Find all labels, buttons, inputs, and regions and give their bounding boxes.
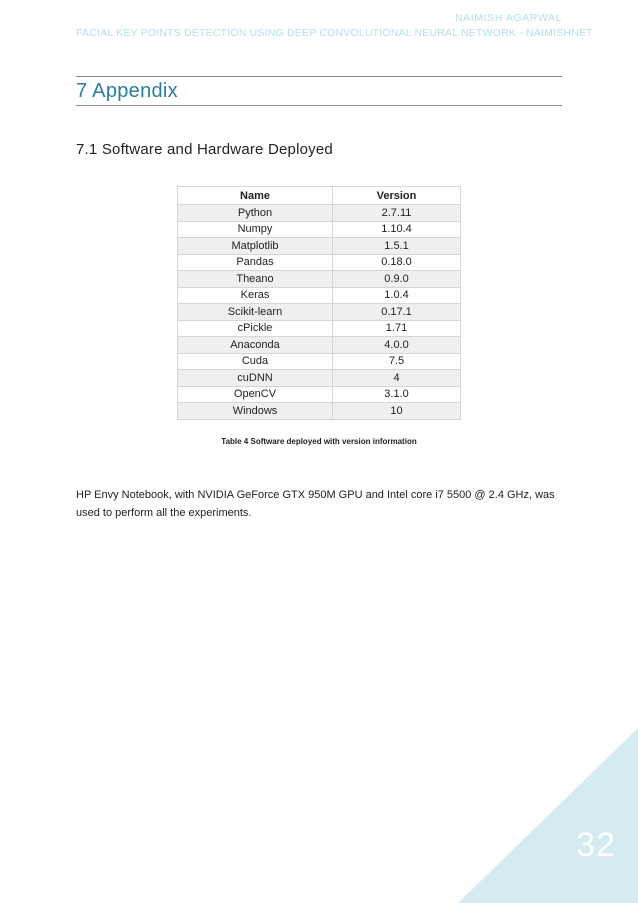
software-version-cell: 1.0.4 [333, 287, 461, 304]
table-row [178, 403, 461, 420]
software-version-cell: 1.10.4 [333, 221, 461, 238]
corner-decoration [458, 728, 638, 903]
table-header-row [178, 187, 461, 205]
column-header-version: Version [333, 187, 461, 205]
software-version-cell: 2.7.11 [333, 205, 461, 222]
software-version-cell: 0.17.1 [333, 304, 461, 321]
software-name-cell: Anaconda [178, 337, 333, 354]
software-version-cell: 4.0.0 [333, 337, 461, 354]
software-version-cell: 3.1.0 [333, 386, 461, 403]
section-rule-bottom [76, 105, 562, 106]
section-rule-top [76, 76, 562, 77]
hardware-paragraph: HP Envy Notebook, with NVIDIA GeForce GTX 950M GPU and Intel core i7 5500 @ 2.4 GHz, was used to perform all the experiments. [76, 489, 555, 519]
table-row [178, 271, 461, 288]
table-row [178, 238, 461, 255]
software-version-cell: 7.5 [333, 353, 461, 370]
table-row [178, 386, 461, 403]
subsection-heading: 7.1 Software and Hardware Deployed [76, 141, 333, 158]
running-header-title: FACIAL KEY POINTS DETECTION USING DEEP CONVOLUTIONAL NEURAL NETWORK - NAIMISHNET [76, 27, 593, 39]
software-name-cell: Windows [178, 403, 333, 420]
software-name-cell: Theano [178, 271, 333, 288]
software-version-table [177, 186, 461, 420]
table-row [178, 221, 461, 238]
section-heading: 7 Appendix [76, 80, 178, 102]
table-row [178, 353, 461, 370]
software-name-cell: cuDNN [178, 370, 333, 387]
software-version-cell: 1.71 [333, 320, 461, 337]
table-row [178, 304, 461, 321]
table-row [178, 337, 461, 354]
software-name-cell: Python [178, 205, 333, 222]
software-name-cell: Keras [178, 287, 333, 304]
table-row [178, 370, 461, 387]
page-number: 32 [576, 826, 616, 864]
software-name-cell: Pandas [178, 254, 333, 271]
software-name-cell: Numpy [178, 221, 333, 238]
software-version-cell: 4 [333, 370, 461, 387]
column-header-name: Name [178, 187, 333, 205]
table-row [178, 254, 461, 271]
software-name-cell: Matplotlib [178, 238, 333, 255]
software-version-cell: 10 [333, 403, 461, 420]
table-row [178, 205, 461, 222]
software-name-cell: Cuda [178, 353, 333, 370]
software-version-cell: 1.5.1 [333, 238, 461, 255]
software-name-cell: Scikit-learn [178, 304, 333, 321]
table-row [178, 287, 461, 304]
table-row [178, 320, 461, 337]
table-caption: Table 4 Software deployed with version information [221, 437, 417, 446]
software-name-cell: cPickle [178, 320, 333, 337]
software-version-cell: 0.18.0 [333, 254, 461, 271]
running-header-author: NAIMISH AGARWAL [454, 12, 562, 24]
software-version-cell: 0.9.0 [333, 271, 461, 288]
software-name-cell: OpenCV [178, 386, 333, 403]
